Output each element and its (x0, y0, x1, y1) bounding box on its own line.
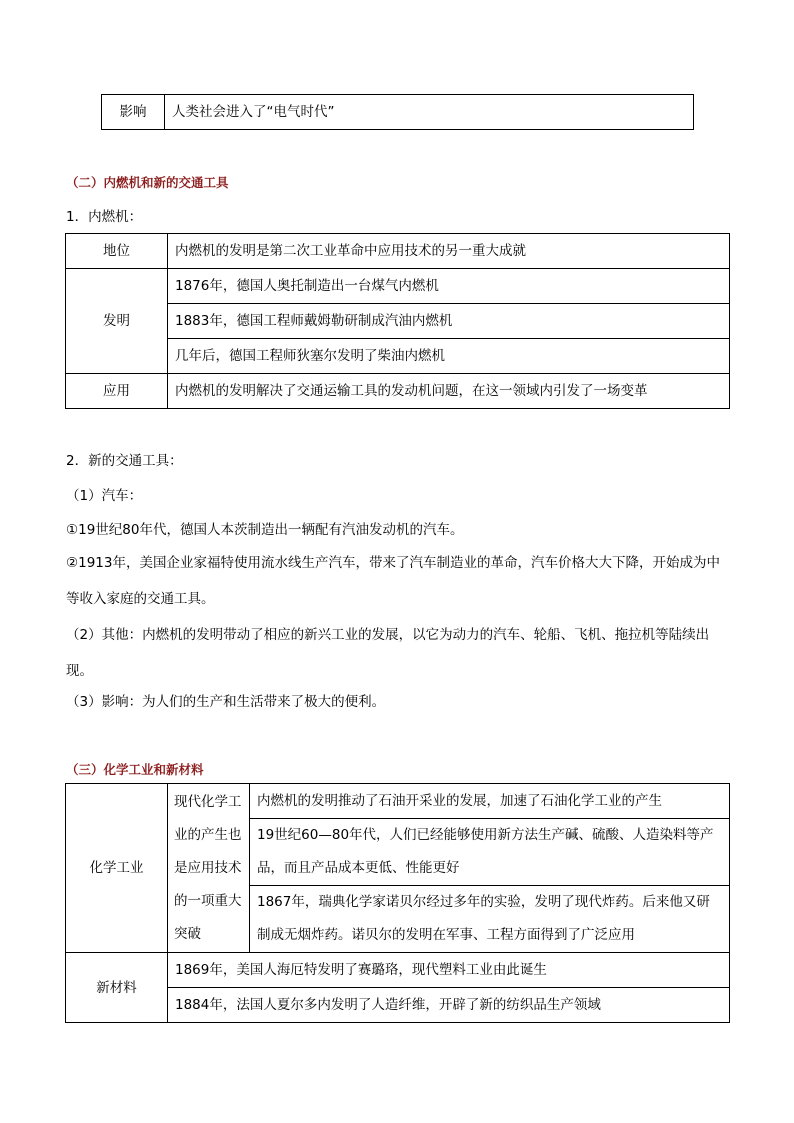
chemical-item: 19世纪60—80年代，人们已经能够使用新方法生产碱、硫酸、人造染料等产品，而且产品成本更低、性能更好 (250, 819, 730, 886)
engine-invention-label: 发明 (66, 269, 168, 374)
new-material-item: 1869年，美国人海厄特发明了赛璐珞，现代塑料工业由此诞生 (168, 953, 730, 988)
impact-table (101, 94, 694, 130)
car-heading: （1）汽车： (66, 488, 143, 504)
new-material-label: 新材料 (66, 953, 168, 1023)
chemical-item: 内燃机的发明推动了石油开采业的发展，加速了石油化学工业的产生 (250, 784, 730, 819)
engine-invention-item: 1876年，德国人奥托制造出一台煤气内燃机 (168, 269, 730, 304)
chemical-item: 1867年，瑞典化学家诺贝尔经过多年的实验，发明了现代炸药。后来他又研制成无烟炸药。诺贝尔的发明在军事、工程方面得到了广泛应用 (250, 886, 730, 953)
engine-status-content: 内燃机的发明是第二次工业革命中应用技术的另一重大成就 (168, 234, 730, 269)
new-material-item: 1884年，法国人夏尔多内发明了人造纤维，开辟了新的纺织品生产领域 (168, 988, 730, 1023)
engine-application-content: 内燃机的发明解决了交通运输工具的发动机问题，在这一领域内引发了一场变革 (168, 374, 730, 409)
section2-sub2: 2．新的交通工具： (66, 453, 183, 469)
vehicle-impact: （3）影响：为人们的生产和生活带来了极大的便利。 (66, 694, 386, 710)
car-item-2: ②1913年，美国企业家福特使用流水线生产汽车，带来了汽车制造业的革命，汽车价格大大下降，开始成为中等收入家庭的交通工具。 (66, 555, 720, 607)
engine-invention-item: 1883年，德国工程师戴姆勒研制成汽油内燃机 (168, 304, 730, 339)
engine-table (65, 233, 730, 409)
chemical-table (65, 783, 730, 1023)
section2-sub1: 1．内燃机： (66, 209, 143, 225)
impact-content: 人类社会进入了“电气时代” (165, 95, 694, 130)
chemical-industry-label: 化学工业 (66, 784, 168, 953)
other-vehicles: （2）其他：内燃机的发明带动了相应的新兴工业的发展，以它为动力的汽车、轮船、飞机、拖拉机等陆续出现。 (66, 627, 710, 679)
car-item-1: ①19世纪80年代，德国人本茨制造出一辆配有汽油发动机的汽车。 (66, 522, 464, 538)
chemical-industry-desc: 现代化学工业的产生也是应用技术的一项重大突破 (168, 784, 250, 953)
engine-status-label: 地位 (66, 234, 168, 269)
impact-label: 影响 (102, 95, 165, 130)
engine-application-label: 应用 (66, 374, 168, 409)
engine-invention-item: 几年后，德国工程师狄塞尔发明了柴油内燃机 (168, 339, 730, 374)
section3-heading: （三）化学工业和新材料 (66, 762, 204, 777)
section2-heading: （二）内燃机和新的交通工具 (66, 175, 229, 190)
